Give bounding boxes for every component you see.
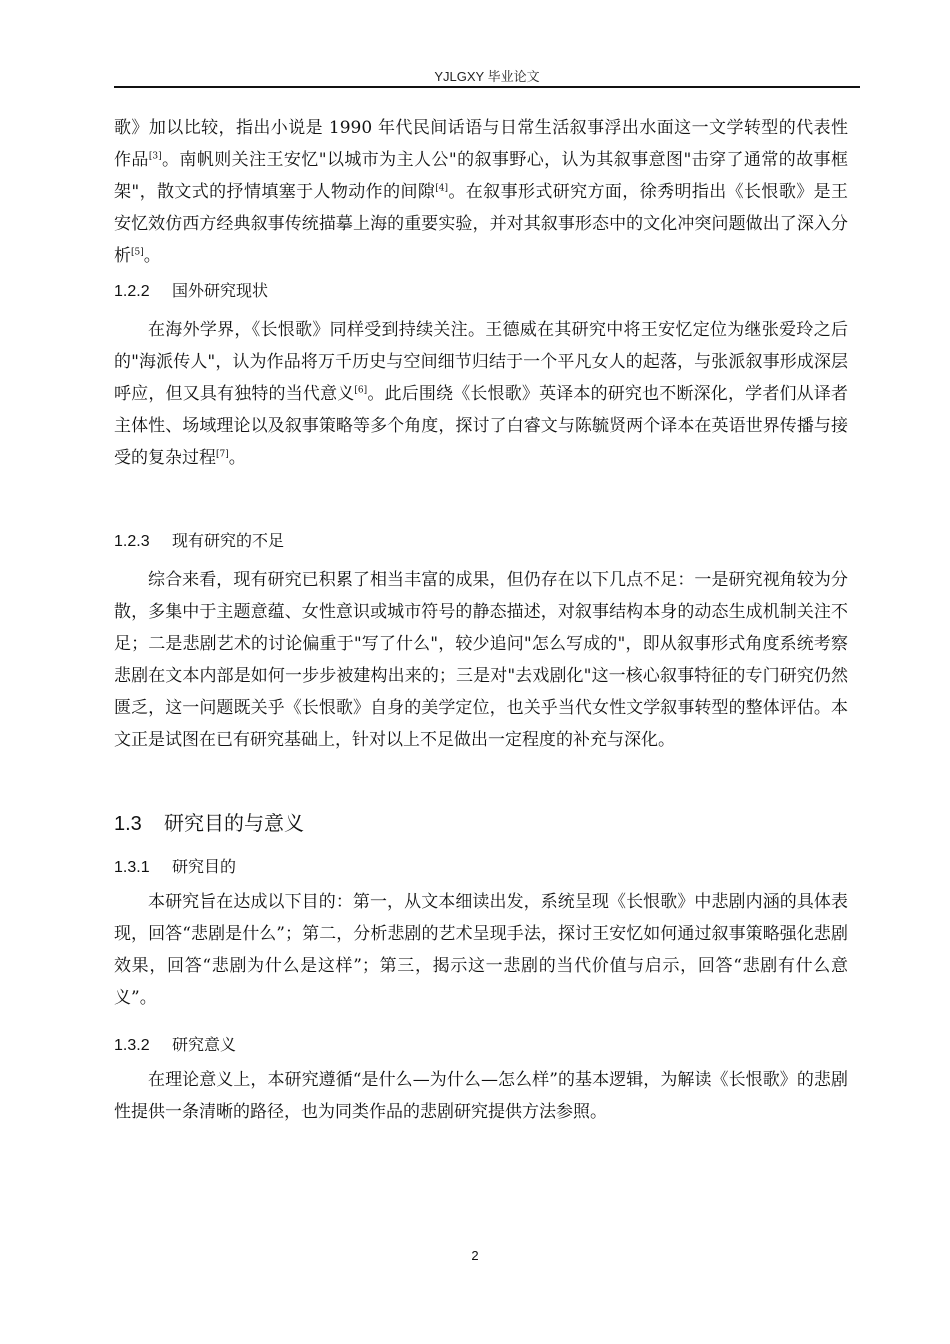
heading-number: 1.2.3 — [114, 533, 150, 550]
paragraph-text: 本研究旨在达成以下目的：第一，从文本细读出发，系统呈现《长恨歌》中悲剧内涵的具体表现，回答“悲剧是什么”；第二，分析悲剧的艺术呈现手法，探讨王安忆如何通过叙事策略强化悲剧效果，回答“悲剧为什么是这样”；第三，揭示这一悲剧的当代价值与启示，回答“悲剧有什么意义”。 — [114, 892, 848, 1008]
citation-5[interactable]: [5] — [131, 247, 144, 258]
paragraph-text: 歌》加以比较，指出小说是 1990 年代民间话语与日常生活叙事浮出水面这一文学转型的代表性作品 — [114, 118, 848, 170]
running-header: YJLGXY 毕业论文 — [434, 69, 540, 84]
paragraph-text: 在理论意义上，本研究遵循“是什么—为什么—怎么样”的基本逻辑，为解读《长恨歌》的悲剧性提供一条清晰的路径，也为同类作品的悲剧研究提供方法参照。 — [114, 1070, 848, 1122]
page-number: 2 — [471, 1248, 479, 1263]
paragraph-text: 。在叙事形式研究方面，徐秀明指出《长恨歌》是王安忆效仿西方经典叙事传统描摹上海的重要实验，并对其叙事形态中的文化冲突问题做出了深入分析 — [114, 182, 848, 266]
paragraph-overseas-research — [114, 314, 848, 526]
document-body — [114, 112, 848, 1128]
heading-1-2-2 — [114, 276, 848, 308]
heading-title: 国外研究现状 — [172, 283, 269, 300]
heading-number: 1.3.1 — [114, 859, 150, 876]
heading-title: 研究目的 — [172, 859, 237, 876]
citation-6[interactable]: [6] — [354, 385, 368, 396]
heading-1-3-1 — [114, 852, 848, 884]
paragraph-text: 。 — [228, 448, 246, 468]
paragraph-domestic-research-continued — [114, 112, 848, 276]
heading-number: 1.3.2 — [114, 1037, 150, 1054]
paragraph-text: 。 — [143, 246, 161, 266]
paragraph-text: 在海外学界，《长恨歌》同样受到持续关注。王德威在其研究中将王安忆定位为继张爱玲之后的"海派传人"，认为作品将万千历史与空间细节归结于一个平凡女人的起落，与张派叙事形成深层呼应，但又具有独特的当代意义 — [114, 320, 848, 404]
paragraph-text: 。此后围绕《长恨歌》英译本的研究也不断深化，学者们从译者主体性、场域理论以及叙事策略等多个角度，探讨了白睿文与陈毓贤两个译本在英语世界传播与接受的复杂过程 — [114, 384, 849, 468]
heading-title: 研究目的与意义 — [164, 813, 304, 835]
heading-number: 1.2.2 — [114, 283, 150, 300]
heading-1-3-2 — [114, 1030, 848, 1062]
header-rule — [114, 86, 860, 88]
heading-number: 1.3 — [114, 813, 142, 835]
heading-1-3 — [114, 804, 848, 844]
paragraph-text: 综合来看，现有研究已积累了相当丰富的成果，但仍存在以下几点不足：一是研究视角较为分散，多集中于主题意蕴、女性意识或城市符号的静态描述，对叙事结构本身的动态生成机制关注不足；二是悲剧艺术的讨论偏重于"写了什么"，较少追问"怎么写成的"，即从叙事形式角度系统考察悲剧在文本内部是如何一步步被建构出来的；三是对"去戏剧化"这一核心叙事特征的专门研究仍然匮乏，这一问题既关乎《长恨歌》自身的美学定位，也关乎当代女性文学叙事转型的整体评估。本文正是试图在已有研究基础上，针对以上不足做出一定程度的补充与深化。 — [114, 570, 848, 750]
paragraph-text: 。南帆则关注王安忆"以城市为主人公"的叙事野心，认为其叙事意图"击穿了通常的故事框架"，散文式的抒情填塞于人物动作的间隙 — [114, 150, 848, 202]
paragraph-research-gaps — [114, 564, 848, 804]
heading-title: 现有研究的不足 — [172, 533, 285, 550]
heading-title: 研究意义 — [172, 1037, 237, 1054]
citation-4[interactable]: [4] — [435, 183, 448, 194]
paragraph-research-purpose — [114, 886, 848, 1030]
paragraph-research-significance — [114, 1064, 848, 1128]
heading-1-2-3 — [114, 526, 848, 558]
citation-7[interactable]: [7] — [216, 449, 229, 460]
citation-3[interactable]: [3] — [148, 151, 162, 162]
